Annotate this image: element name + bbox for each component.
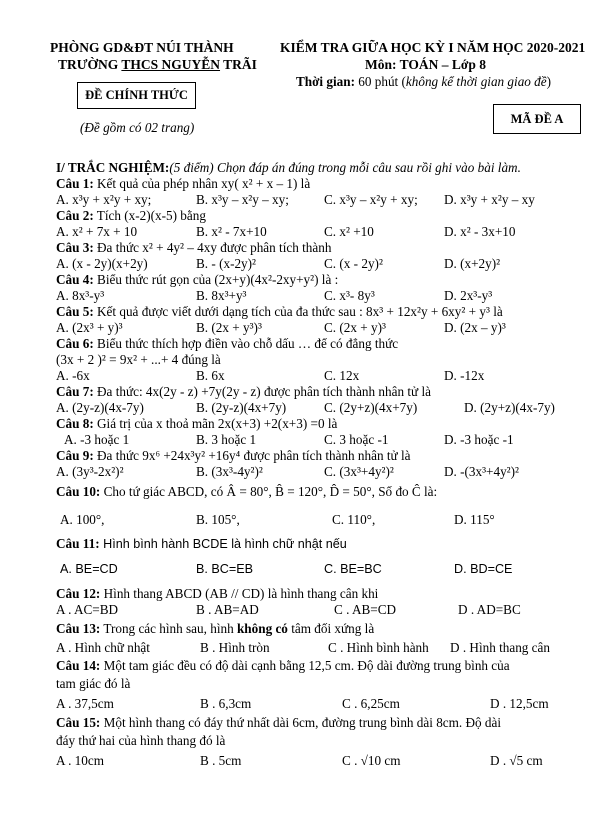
- question-text-pre: Trong các hình sau, hình: [100, 621, 237, 636]
- question-15-line2: đáy thứ hai của hình thang đó là: [56, 733, 226, 748]
- question-text: Cho tứ giác ABCD, có Â = 80°, B̂ = 120°, D̂ = 50°, Số đo Ĉ là:: [100, 484, 438, 499]
- q6-option-d: D. -12x: [444, 368, 485, 383]
- question-number: Câu 8:: [56, 416, 94, 431]
- q14-option-a: A . 37,5cm: [56, 696, 114, 711]
- q11-option-d: D. BD=CE: [454, 562, 513, 576]
- q10-option-d: D. 115°: [454, 512, 495, 527]
- q10-option-b: B. 105°,: [196, 512, 240, 527]
- q10-option-a: A. 100°,: [60, 512, 105, 527]
- question-number: Câu 14:: [56, 658, 101, 673]
- question-text: Kết quả được viết dưới dạng tích của đa thức sau : 8x³ + 12x²y + 6xy² + y³ là: [93, 304, 503, 319]
- question-number: Câu 1:: [56, 176, 94, 191]
- question-number: Câu 4:: [56, 272, 94, 287]
- section-points: (5 điểm): [169, 160, 214, 175]
- question-7: [56, 384, 431, 399]
- official-exam-box: [77, 82, 196, 109]
- exam-code-box: [493, 104, 581, 134]
- question-text: Đa thức x² + 4y² – 4xy được phân tích thành: [93, 240, 332, 255]
- question-text-post: tâm đối xứng là: [287, 621, 375, 636]
- question-text: Một tam giác đều có độ dài cạnh bằng 12,5 cm. Độ dài đường trung bình của: [100, 658, 510, 673]
- question-1: [56, 176, 310, 191]
- subject-label: Môn: TOÁN – Lớp 8: [365, 57, 486, 72]
- question-11: [56, 536, 347, 552]
- school-name: [58, 57, 257, 73]
- question-10: [56, 484, 437, 499]
- q13-option-c: C . Hình bình hành: [328, 640, 429, 655]
- q4-option-b: B. 8x³+y³: [196, 288, 247, 303]
- question-12: [56, 586, 378, 601]
- q5-option-c: C. (2x + y)³: [324, 320, 386, 335]
- question-5: [56, 304, 503, 319]
- q14-option-d: D . 12,5cm: [490, 696, 549, 711]
- question-number: Câu 2:: [56, 208, 94, 223]
- question-text: Hình thang ABCD (AB // CD) là hình thang cân khi: [100, 586, 379, 601]
- question-6-line2: (3x + 2 )² = 9x² + ...+ 4 đúng là: [56, 352, 221, 367]
- q7-option-b: B. (2y-z)(4x+7y): [196, 400, 287, 415]
- question-6: [56, 336, 398, 351]
- q2-option-a: A. x² + 7x + 10: [56, 224, 138, 239]
- q6-option-b: B. 6x: [196, 368, 225, 383]
- q6-option-c: C. 12x: [324, 368, 360, 383]
- q8-option-c: C. 3 hoặc -1: [324, 432, 389, 447]
- q12-option-d: D . AD=BC: [458, 602, 521, 617]
- department-name: PHÒNG GD&ĐT NÚI THÀNH: [50, 40, 234, 55]
- q13-option-d: D . Hình thang cân: [450, 640, 550, 655]
- q2-option-c: C. x² +10: [324, 224, 374, 239]
- q2-option-b: B. x² - 7x+10: [196, 224, 267, 239]
- q11-option-a: A. BE=CD: [60, 562, 118, 576]
- exam-title: KIỂM TRA GIỮA HỌC KỲ I NĂM HỌC 2020-2021: [280, 40, 586, 55]
- q4-option-d: D. 2x³-y³: [444, 288, 493, 303]
- q7-option-a: A. (2y-z)(4x-7y): [56, 400, 144, 415]
- q9-option-a: A. (3y³-2x²)²: [56, 464, 124, 479]
- question-text: Giá trị của x thoả mãn 2x(x+3) +2(x+3) =0 là: [93, 416, 338, 431]
- q6-option-a: A. -6x: [56, 368, 90, 383]
- question-text: Biểu thức rút gọn của (2x+y)(4x²-2xy+y²) là :: [93, 272, 339, 287]
- q9-option-c: C. (3x³+4y²)²: [324, 464, 394, 479]
- q8-option-a: A. -3 hoặc 1: [64, 432, 130, 447]
- question-number: Câu 15:: [56, 715, 101, 730]
- question-text: Hình bình hành BCDE là hình chữ nhật nếu: [99, 537, 347, 551]
- q9-option-d: D. -(3x³+4y²)²: [444, 464, 519, 479]
- q9-option-b: B. (3x³-4y²)²: [196, 464, 263, 479]
- question-text: Tích (x-2)(x-5) bằng: [93, 208, 206, 223]
- q12-option-a: A . AC=BD: [56, 602, 119, 617]
- q11-option-b: B. BC=EB: [196, 562, 254, 576]
- question-number: Câu 13:: [56, 621, 101, 636]
- question-text: Đa thức 9x⁶ +24x³y² +16y⁴ được phân tích thành nhân tử là: [93, 448, 411, 463]
- q14-option-c: C . 6,25cm: [342, 696, 400, 711]
- question-13: [56, 621, 374, 636]
- question-number: Câu 6:: [56, 336, 94, 351]
- q1-option-b: B. x³y – x²y – xy;: [196, 192, 289, 207]
- q5-option-d: D. (2x – y)³: [444, 320, 506, 335]
- question-14: [56, 658, 510, 673]
- q5-option-a: A. (2x³ + y)³: [56, 320, 123, 335]
- question-number: Câu 9:: [56, 448, 94, 463]
- school-prefix: TRƯỜNG: [58, 57, 122, 72]
- question-text: Kết quả của phép nhân xy( x² + x – 1) là: [93, 176, 311, 191]
- q12-option-b: B . AB=AD: [196, 602, 259, 617]
- q15-option-a: A . 10cm: [56, 753, 104, 768]
- q15-option-d: D . √5 cm: [490, 753, 543, 768]
- q7-option-c: C. (2y+z)(4x+7y): [324, 400, 418, 415]
- section-instruction: Chọn đáp án đúng trong mỗi câu sau rồi ghi vào bài làm.: [213, 160, 521, 175]
- q3-option-d: D. (x+2y)²: [444, 256, 501, 271]
- question-number: Câu 12:: [56, 586, 101, 601]
- q5-option-b: B. (2x + y³)³: [196, 320, 262, 335]
- q4-option-a: A. 8x³-y³: [56, 288, 105, 303]
- q3-option-a: A. (x - 2y)(x+2y): [56, 256, 148, 271]
- question-14-line2: tam giác đó là: [56, 676, 131, 691]
- q1-option-a: A. x³y + x²y + xy;: [56, 192, 152, 207]
- q2-option-d: D. x² - 3x+10: [444, 224, 516, 239]
- pages-note: (Đề gồm có 02 trang): [80, 120, 195, 135]
- time-note: không kể thời gian giao đề: [405, 74, 547, 89]
- q15-option-c: C . √10 cm: [342, 753, 401, 768]
- question-15: [56, 715, 501, 730]
- q1-option-c: C. x³y – x²y + xy;: [324, 192, 418, 207]
- q7-option-d: D. (2y+z)(4x-7y): [464, 400, 555, 415]
- question-3: [56, 240, 331, 255]
- question-text: Một hình thang có đáy thứ nhất dài 6cm, đường trung bình dài 8cm. Độ dài: [100, 715, 502, 730]
- q15-option-b: B . 5cm: [200, 753, 242, 768]
- official-exam-label: ĐỀ CHÍNH THỨC: [85, 88, 188, 102]
- q14-option-b: B . 6,3cm: [200, 696, 252, 711]
- q4-option-c: C. x³- 8y³: [324, 288, 375, 303]
- question-text: Biểu thức thích hợp điền vào chỗ dấu … để có đẳng thức: [93, 336, 399, 351]
- question-number: Câu 11:: [56, 536, 100, 551]
- q13-option-a: A . Hình chữ nhật: [56, 640, 150, 655]
- exam-time: [296, 74, 551, 90]
- question-2: [56, 208, 206, 223]
- question-number: Câu 7:: [56, 384, 94, 399]
- q3-option-c: C. (x - 2y)²: [324, 256, 383, 271]
- q1-option-d: D. x³y + x²y – xy: [444, 192, 535, 207]
- q10-option-c: C. 110°,: [332, 512, 376, 527]
- question-number: Câu 10:: [56, 484, 101, 499]
- q8-option-b: B. 3 hoặc 1: [196, 432, 257, 447]
- question-8: [56, 416, 337, 431]
- time-close: ): [546, 74, 552, 89]
- q12-option-c: C . AB=CD: [334, 602, 397, 617]
- question-number: Câu 3:: [56, 240, 94, 255]
- q11-option-c: C. BE=BC: [324, 562, 382, 576]
- question-9: [56, 448, 411, 463]
- q3-option-b: B. - (x-2y)²: [196, 256, 256, 271]
- school-suffix: TRÃI: [220, 57, 257, 72]
- q13-option-b: B . Hình tròn: [200, 640, 270, 655]
- exam-code-label: MÃ ĐỀ A: [510, 111, 564, 126]
- section-heading: I/ TRẮC NGHIỆM:: [56, 160, 170, 175]
- question-text-bold: không có: [236, 621, 288, 636]
- question-text: Đa thức: 4x(2y - z) +7y(2y - z) được phân tích thành nhân tử là: [93, 384, 431, 399]
- school-underlined: THCS NGUYỄN: [121, 57, 221, 72]
- question-number: Câu 5:: [56, 304, 94, 319]
- section-title: [56, 160, 521, 175]
- time-value: 60 phút (: [354, 74, 406, 89]
- question-4: [56, 272, 338, 287]
- q8-option-d: D. -3 hoặc -1: [444, 432, 514, 447]
- time-label: Thời gian:: [296, 74, 355, 89]
